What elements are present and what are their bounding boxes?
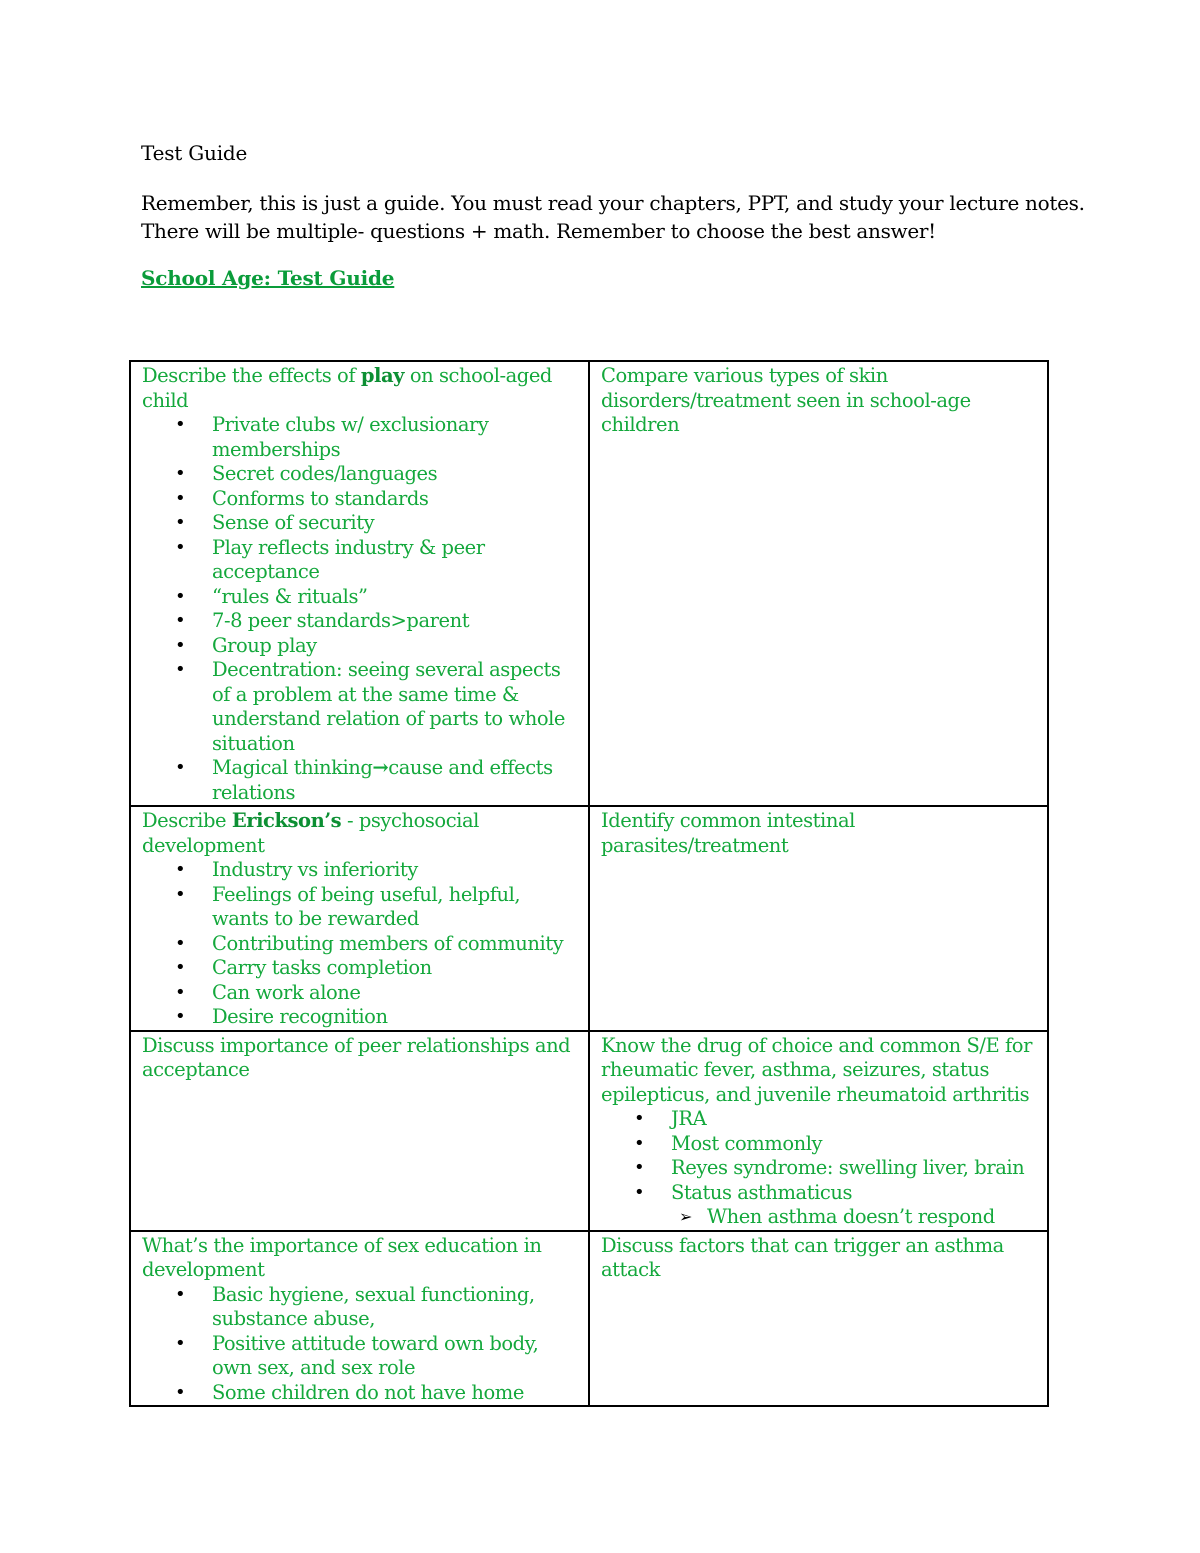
table-cell-erickson xyxy=(130,806,589,1031)
bullet-list xyxy=(142,858,578,1030)
section-heading: School Age: Test Guide xyxy=(141,266,395,290)
cell-prompt: Compare various types of skin disorders/treatment seen in school-age children xyxy=(601,364,971,436)
table-cell-sex-education xyxy=(130,1231,589,1407)
list-item: • Decentration: seeing several aspects of a problem at the same time & understand relation of parts to whole situation xyxy=(212,658,578,756)
table-cell-play xyxy=(130,361,589,806)
table-cell-peer-relationships xyxy=(130,1031,589,1231)
emphasis-play: play xyxy=(360,364,405,387)
list-item: • Can work alone xyxy=(212,981,578,1006)
table-row xyxy=(130,806,1048,1031)
list-item: • Desire recognition xyxy=(212,1005,578,1030)
table-cell-asthma-triggers xyxy=(589,1231,1048,1407)
emphasis-erickson: Erickson’s xyxy=(231,809,342,832)
cell-prompt: Describe the effects of play on school-aged child xyxy=(142,364,552,412)
list-item: • Most commonly xyxy=(671,1132,1037,1157)
list-item: • JRA xyxy=(671,1107,1037,1132)
list-item: • Private clubs w/ exclusionary memberships xyxy=(212,413,578,462)
table-cell-skin-disorders xyxy=(589,361,1048,806)
cell-prompt: Discuss factors that can trigger an asthma attack xyxy=(601,1233,1004,1281)
intro-line-1: Remember, this is just a guide. You must read your chapters, PPT, and study your lecture notes. xyxy=(141,191,1085,215)
list-item: • Group play xyxy=(212,634,578,659)
list-item: • Sense of security xyxy=(212,511,578,536)
bullet-list xyxy=(601,1107,1037,1205)
list-item: • Basic hygiene, sexual functioning, substance abuse, xyxy=(212,1283,578,1332)
list-item: • 7-8 peer standards>parent xyxy=(212,609,578,634)
list-item: • Reyes syndrome: swelling liver, brain xyxy=(671,1156,1037,1181)
cell-prompt: Describe Erickson’s - psychosocial development xyxy=(142,809,479,857)
list-item: • Play reflects industry & peer acceptance xyxy=(212,536,578,585)
bullet-list xyxy=(142,1283,578,1406)
table-row xyxy=(130,1231,1048,1407)
list-item: • Status asthmaticus xyxy=(671,1181,1037,1206)
list-item: • “rules & rituals” xyxy=(212,585,578,610)
document-title: Test Guide xyxy=(141,141,248,165)
list-item: • Secret codes/languages xyxy=(212,462,578,487)
list-item: ➢ When asthma doesn’t respond xyxy=(707,1205,1037,1230)
list-item: • Industry vs inferiority xyxy=(212,858,578,883)
intro-text xyxy=(141,189,1101,245)
intro-line-2: There will be multiple- questions + math. Remember to choose the best answer! xyxy=(141,219,936,243)
bullet-list xyxy=(142,413,578,805)
test-guide-table xyxy=(129,360,1049,1407)
list-item: • Contributing members of community xyxy=(212,932,578,957)
sub-bullet-list xyxy=(671,1205,1037,1230)
list-item: • Magical thinking→cause and effects relations xyxy=(212,756,578,805)
list-item: • Conforms to standards xyxy=(212,487,578,512)
right-arrow-icon: → xyxy=(372,756,389,779)
table-row xyxy=(130,1031,1048,1231)
table-cell-drug-of-choice xyxy=(589,1031,1048,1231)
list-item: • Positive attitude toward own body, own sex, and sex role xyxy=(212,1332,578,1381)
cell-prompt: Identify common intestinal parasites/treatment xyxy=(601,809,855,857)
list-item: • Carry tasks completion xyxy=(212,956,578,981)
table-row xyxy=(130,361,1048,806)
table-cell-intestinal-parasites xyxy=(589,806,1048,1031)
cell-prompt: Discuss importance of peer relationships and acceptance xyxy=(142,1033,571,1081)
cell-prompt: Know the drug of choice and common S/E for rheumatic fever, asthma, seizures, status epilepticus, and juvenile rheumatoid arthritis xyxy=(601,1033,1032,1106)
cell-prompt: What’s the importance of sex education in development xyxy=(142,1233,542,1281)
list-item: • Some children do not have home xyxy=(212,1381,578,1406)
list-item: • Feelings of being useful, helpful, wants to be rewarded xyxy=(212,883,578,932)
